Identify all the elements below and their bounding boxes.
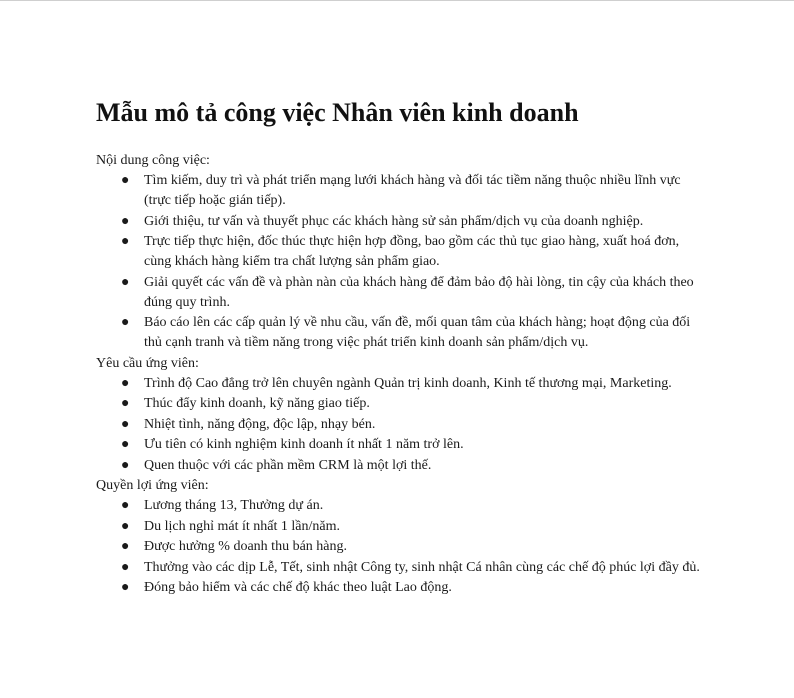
bullet-icon: ● — [121, 375, 130, 391]
bullet-list — [96, 171, 706, 353]
list-item: ● Được hưởng % doanh thu bán hàng. — [96, 537, 706, 557]
document-title: Mẫu mô tả công việc Nhân viên kinh doanh — [96, 98, 579, 127]
document-body — [96, 96, 706, 599]
bullet-icon: ● — [121, 457, 130, 473]
bullet-icon: ● — [121, 539, 130, 554]
list-item: ● Lương tháng 13, Thưởng dự án. — [96, 496, 706, 516]
bullet-icon: ● — [121, 173, 130, 188]
list-item: ● Đóng bảo hiểm và các chế độ khác theo luật Lao động. — [96, 578, 706, 598]
bullet-icon: ● — [121, 559, 130, 575]
bullet-icon: ● — [121, 518, 130, 534]
bullet-list — [96, 374, 706, 476]
list-item: ● Giải quyết các vấn đề và phàn nàn của khách hàng để đảm bảo độ hài lòng, tin cậy của khách theo đúng quy trình. — [121, 274, 694, 310]
bullet-icon: ● — [121, 315, 130, 330]
list-item: ● Thúc đẩy kinh doanh, kỹ năng giao tiếp. — [96, 394, 706, 414]
bullet-icon: ● — [121, 274, 130, 290]
list-item: ● Ưu tiên có kinh nghiệm kinh doanh ít nhất 1 năm trở lên. — [96, 435, 706, 455]
bullet-icon: ● — [121, 396, 130, 411]
bullet-icon: ● — [121, 213, 130, 229]
list-item: ● Nhiệt tình, năng động, độc lập, nhạy bén. — [96, 415, 706, 435]
section-benefits — [96, 476, 706, 598]
list-item: ● Trực tiếp thực hiện, đốc thúc thực hiện hợp đồng, bao gồm các thủ tục giao hàng, xuất hoá đơn, cùng khách hàng kiểm tra chất lượng sản phẩm giao. — [121, 234, 680, 269]
page-top-border — [0, 0, 794, 1]
bullet-icon: ● — [121, 580, 130, 595]
list-item: ● Giới thiệu, tư vấn và thuyết phục các khách hàng sử sản phẩm/dịch vụ của doanh nghiệp. — [96, 212, 706, 232]
bullet-icon: ● — [121, 416, 130, 432]
section-requirements — [96, 354, 706, 476]
section-heading: Yêu cầu ứng viên: — [96, 355, 199, 371]
list-item: ● Tìm kiếm, duy trì và phát triển mạng lưới khách hàng và đối tác tiềm năng thuộc nhiều lĩnh vực (trực tiếp hoặc gián tiếp). — [121, 173, 681, 208]
list-item: ● Du lịch nghỉ mát ít nhất 1 lần/năm. — [96, 517, 706, 537]
bullet-icon: ● — [121, 437, 130, 452]
bullet-icon: ● — [121, 234, 130, 249]
section-heading: Quyền lợi ứng viên: — [96, 478, 209, 493]
list-item: ● Thưởng vào các dịp Lễ, Tết, sinh nhật Công ty, sinh nhật Cá nhân cùng các chế độ phúc lợi đầy đủ. — [96, 558, 706, 578]
list-item: ● Trình độ Cao đẳng trở lên chuyên ngành Quản trị kinh doanh, Kinh tế thương mại, Marketing. — [96, 374, 706, 394]
list-item: ● Quen thuộc với các phần mềm CRM là một lợi thế. — [96, 456, 706, 476]
list-item: ● Báo cáo lên các cấp quản lý về nhu cầu, vấn đề, mối quan tâm của khách hàng; hoạt động của đối thủ cạnh tranh và tiềm năng trong việc phát triển kinh doanh sản phẩm/dịch vụ. — [121, 315, 691, 350]
bullet-list — [96, 496, 706, 598]
bullet-icon: ● — [121, 498, 130, 513]
section-heading: Nội dung công việc: — [96, 153, 210, 168]
section-job-content — [96, 151, 706, 353]
